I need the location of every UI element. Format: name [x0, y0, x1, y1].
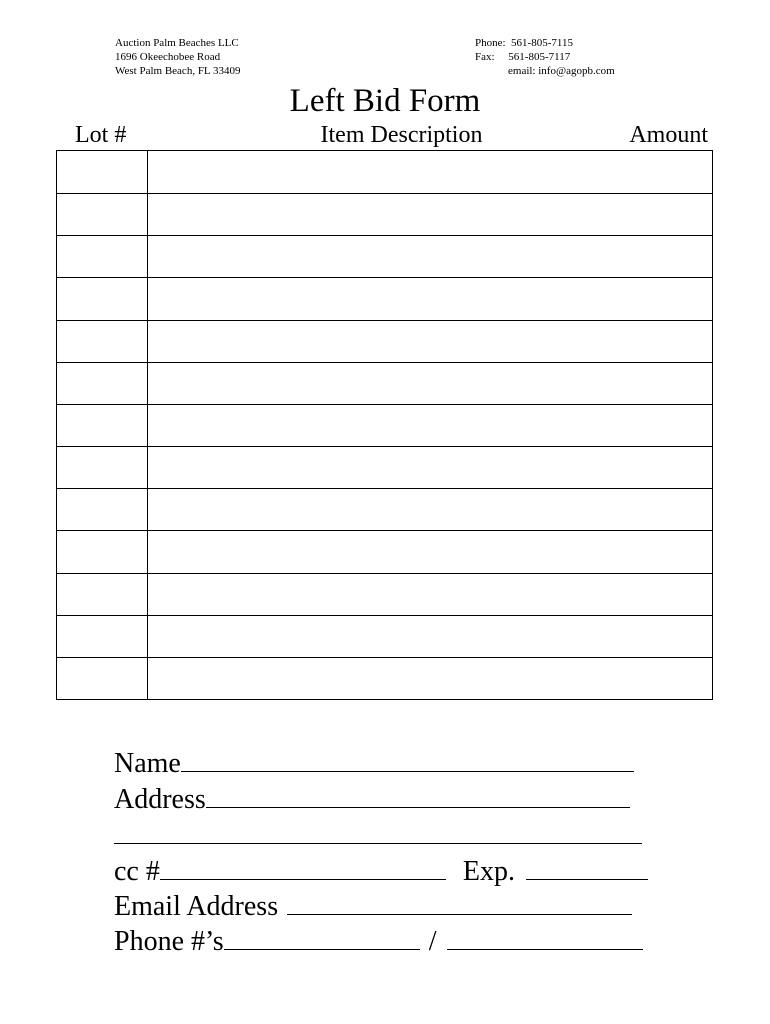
table-row-divider: [57, 573, 712, 574]
phone-line-1[interactable]: [224, 923, 420, 950]
column-divider: [147, 151, 148, 699]
cc-field[interactable]: [114, 853, 648, 890]
email-field[interactable]: [114, 888, 632, 925]
email-label: Email Address: [114, 891, 279, 922]
name-line[interactable]: [181, 745, 634, 772]
contact-info: [475, 36, 615, 78]
company-info: [115, 36, 241, 78]
table-row-divider: [57, 615, 712, 616]
table-row-divider: [57, 404, 712, 405]
phone-line-2[interactable]: [447, 923, 643, 950]
table-row-divider: [57, 235, 712, 236]
exp-line[interactable]: [526, 853, 648, 880]
bid-table: [56, 150, 713, 700]
phone-field[interactable]: [114, 923, 643, 960]
address-label: Address: [114, 784, 206, 815]
company-name: Auction Palm Beaches LLC: [115, 37, 239, 49]
name-field[interactable]: [114, 745, 634, 782]
table-row-divider: [57, 320, 712, 321]
lot-column-header: Lot #: [75, 122, 127, 148]
phone-label: Phone #’s: [114, 926, 224, 957]
address-line-2-field[interactable]: [114, 817, 642, 854]
name-label: Name: [114, 748, 181, 779]
address-line[interactable]: [206, 781, 630, 808]
contact-email: email: info@agopb.com: [475, 65, 615, 77]
table-row-divider: [57, 362, 712, 363]
email-line[interactable]: [287, 888, 632, 915]
description-column-header: Item Description: [320, 122, 483, 148]
contact-fax: Fax: 561-805-7117: [475, 51, 571, 63]
company-city: West Palm Beach, FL 33409: [115, 65, 241, 77]
table-row-divider: [57, 446, 712, 447]
table-row-divider: [57, 488, 712, 489]
table-row-divider: [57, 277, 712, 278]
table-row-divider: [57, 193, 712, 194]
contact-phone: Phone: 561-805-7115: [475, 37, 573, 49]
form-title: Left Bid Form: [289, 83, 481, 119]
phone-separator: /: [428, 926, 437, 957]
table-row-divider: [57, 657, 712, 658]
exp-label: Exp.: [462, 856, 515, 887]
address-field[interactable]: [114, 781, 630, 818]
company-street: 1696 Okeechobee Road: [115, 51, 221, 63]
cc-label: cc #: [114, 856, 160, 887]
amount-column-header: Amount: [629, 122, 708, 148]
cc-line[interactable]: [160, 853, 446, 880]
address-line-2[interactable]: [114, 817, 642, 844]
table-row-divider: [57, 530, 712, 531]
